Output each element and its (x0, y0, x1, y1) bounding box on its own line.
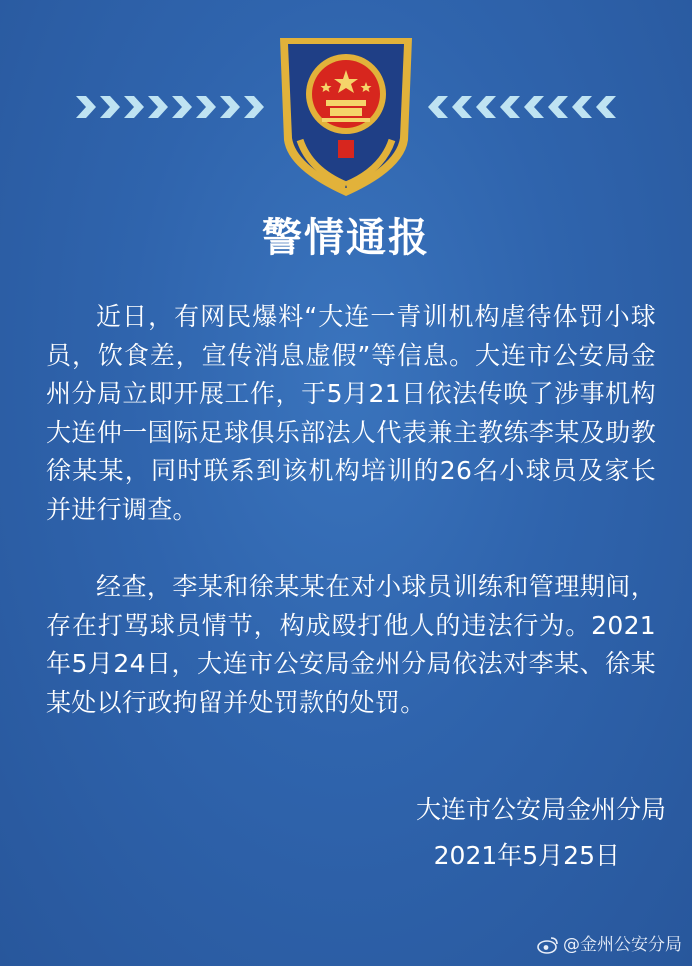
weibo-icon (537, 936, 559, 954)
left-wing-chevrons-icon (76, 92, 276, 122)
paragraph-1: 近日，有网民爆料“大连一青训机构虐待体罚小球员，饮食差，宣传消息虚假”等信息。大连市公安局金州分局立即开展工作，于5月21日依法传唤了涉事机构大连仲一国际足球俱乐部法人代表兼主教练李某及助教徐某某，同时联系到该机构培训的26名小球员及家长并进行调查。 (46, 302, 656, 524)
watermark-text: @金州公安分局 (563, 935, 682, 955)
right-wing-chevrons-icon (416, 92, 616, 122)
police-emblem-icon (270, 20, 422, 198)
watermark (537, 934, 682, 956)
header-emblem-area (0, 0, 692, 200)
signature-date: 2021年5月25日 (433, 841, 620, 870)
signature-organization: 大连市公安局金州分局 (415, 795, 666, 824)
page-title: 警情通报 (262, 215, 430, 261)
paragraph-2: 经查，李某和徐某某在对小球员训练和管理期间，存在打骂球员情节，构成殴打他人的违法行为。2021年5月24日，大连市公安局金州分局依法对李某、徐某某处以行政拘留并处罚款的处罚。 (46, 572, 656, 717)
